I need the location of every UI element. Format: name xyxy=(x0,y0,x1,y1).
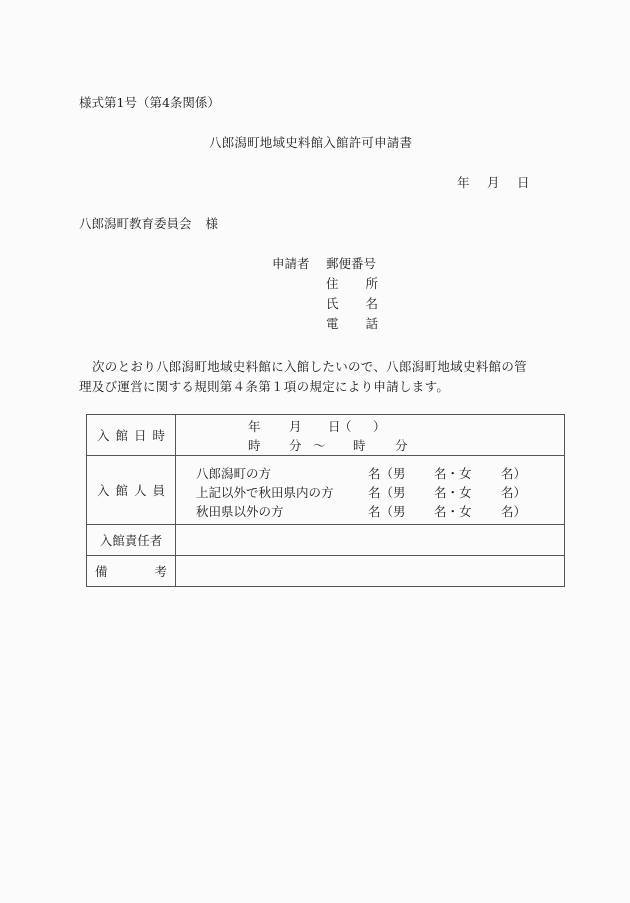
date-day-label: 日 xyxy=(517,175,530,190)
visitor-female-unit: 名） xyxy=(501,484,527,500)
responsible-person-field[interactable] xyxy=(176,525,565,556)
phone-char-2: 話 xyxy=(365,316,378,331)
remarks-field[interactable] xyxy=(176,556,565,587)
table-row-responsible-person xyxy=(87,525,565,556)
label-char: 館 xyxy=(115,483,128,498)
addressee xyxy=(79,218,218,231)
start-hour-label: 時 xyxy=(248,438,261,453)
date-year-label: 年 xyxy=(457,175,470,190)
visit-time-line xyxy=(176,436,564,455)
address-char-2: 所 xyxy=(365,276,378,291)
end-hour-label: 時 xyxy=(353,438,366,453)
visitor-female-unit: 名） xyxy=(501,503,527,519)
visitor-category-row xyxy=(176,464,564,483)
visit-datetime-field[interactable] xyxy=(176,415,565,456)
applicant-phone-label xyxy=(326,318,378,331)
statement-line-1: 次のとおり八郎潟町地域史料館に入館したいので、八郎潟町地域史料館の管 xyxy=(92,359,527,374)
name-char-1: 氏 xyxy=(326,296,339,311)
name-char-2: 名 xyxy=(365,296,378,311)
application-date xyxy=(457,177,530,190)
label-char: 時 xyxy=(152,428,165,443)
start-minute-label: 分 xyxy=(289,438,302,453)
address-char-1: 住 xyxy=(326,276,339,291)
visitor-female-unit: 名） xyxy=(501,465,527,481)
date-month-label: 月 xyxy=(487,175,500,190)
visitors-field[interactable] xyxy=(176,456,565,525)
label-char: 日 xyxy=(133,428,147,443)
label-char: 員 xyxy=(152,483,165,498)
label-char: 入 xyxy=(97,428,110,443)
visitor-total-unit: 名（男 xyxy=(368,503,406,519)
form-number: 様式第1号（第4条関係） xyxy=(79,95,220,110)
visitor-category-row xyxy=(176,502,564,521)
label-char: 考 xyxy=(154,564,167,579)
visit-year-label: 年 xyxy=(248,419,261,434)
addressee-name: 八郎潟町教育委員会 xyxy=(79,216,192,231)
visit-month-label: 月 xyxy=(289,419,302,434)
visitor-category-name: 秋田県以外の方 xyxy=(196,503,284,519)
weekday-paren-open: （ xyxy=(339,419,352,434)
visitor-category-name: 八郎潟町の方 xyxy=(196,465,272,481)
table-row-remarks xyxy=(87,556,565,587)
phone-char-1: 電 xyxy=(326,316,339,331)
visitor-total-unit: 名（男 xyxy=(368,484,406,500)
visitor-male-unit: 名・女 xyxy=(434,484,472,500)
table-row-visitors xyxy=(87,456,565,525)
application-form-table xyxy=(86,414,565,587)
applicant-postal-code-label: 郵便番号 xyxy=(326,256,377,271)
applicant-name-label xyxy=(326,298,378,311)
visitor-total-unit: 名（男 xyxy=(368,465,406,481)
visitor-male-unit: 名・女 xyxy=(434,465,472,481)
remarks-label xyxy=(87,556,176,587)
label-char: 人 xyxy=(133,483,147,498)
visitor-category-name: 上記以外で秋田県内の方 xyxy=(196,484,334,500)
label-char: 備 xyxy=(95,564,108,579)
addressee-honorific: 様 xyxy=(205,216,219,231)
visit-datetime-label xyxy=(87,415,176,456)
label-char: 館 xyxy=(115,428,128,443)
time-range-tilde: ～ xyxy=(313,438,326,453)
end-minute-label: 分 xyxy=(395,438,408,453)
visitor-category-row xyxy=(176,483,564,502)
statement-line-2: 理及び運営に関する規則第４条第１項の規定により申請します。 xyxy=(79,379,450,394)
visit-day-label: 日 xyxy=(328,419,341,434)
document-title: 八郎潟町地域史料館入館許可申請書 xyxy=(209,135,413,150)
applicant-address-label xyxy=(326,278,378,291)
visitor-male-unit: 名・女 xyxy=(434,503,472,519)
applicant-label: 申請者 xyxy=(272,256,310,271)
visitors-label xyxy=(87,456,176,525)
label-char: 入 xyxy=(97,483,110,498)
table-row-visit-datetime xyxy=(87,415,565,456)
visit-date-line xyxy=(176,417,564,436)
weekday-paren-close: ） xyxy=(373,419,386,434)
responsible-person-label: 入館責任者 xyxy=(87,525,176,556)
application-statement xyxy=(79,357,549,397)
